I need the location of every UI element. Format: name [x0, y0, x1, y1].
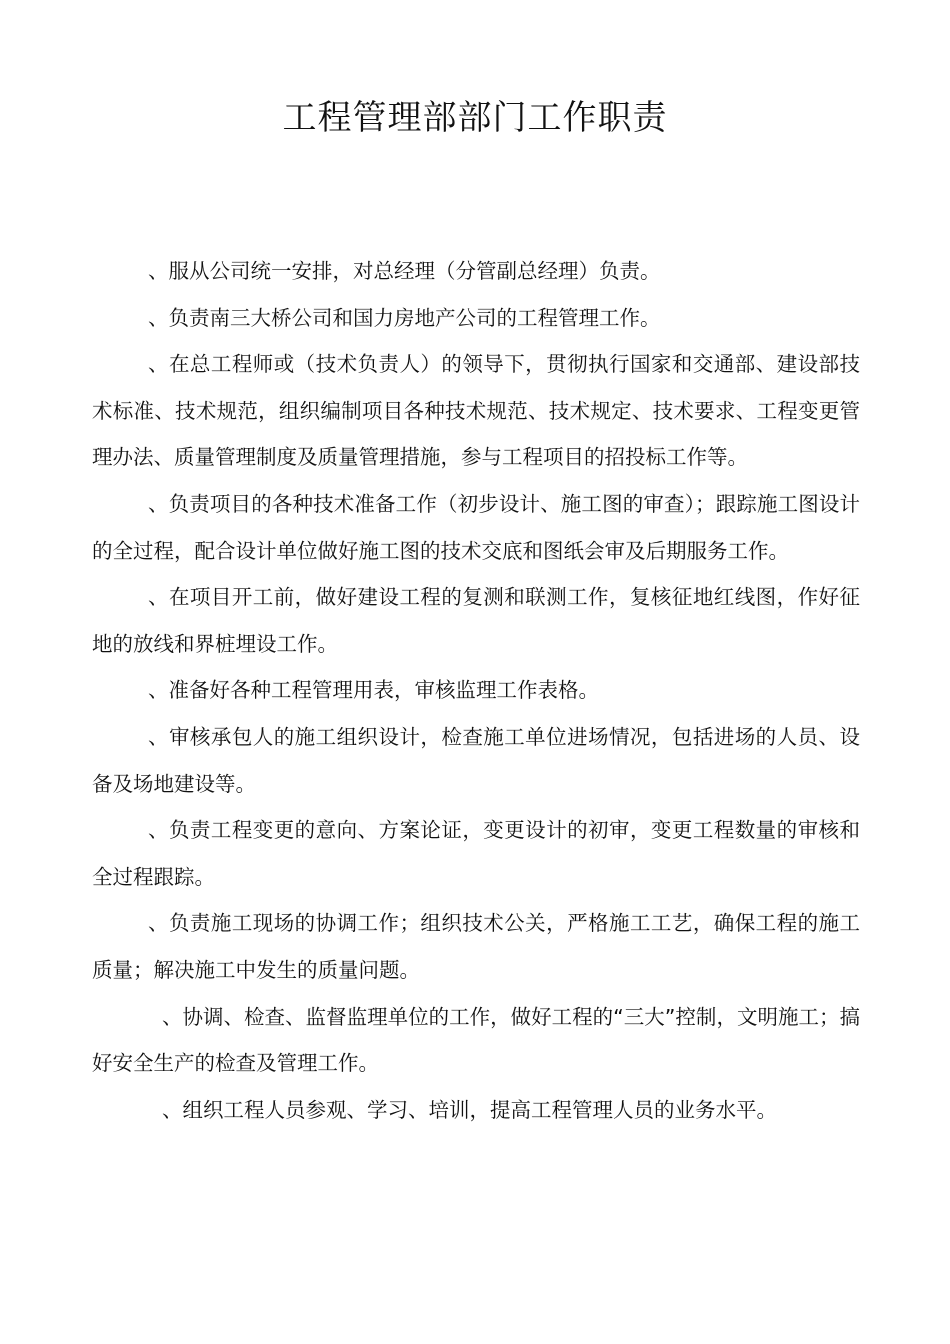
duty-item-9: 、负责施工现场的协调工作；组织技术公关，严格施工工艺，确保工程的施工质量；解决施工中发生的质量问题。 — [92, 911, 860, 982]
duty-item-5: 、在项目开工前，做好建设工程的复测和联测工作，复核征地红线图，作好征地的放线和界桩埋设工作。 — [92, 585, 860, 656]
duty-item-7: 、审核承包人的施工组织设计，检查施工单位进场情况，包括进场的人员、设备及场地建设等。 — [92, 724, 860, 796]
duty-item-10: 、协调、检查、监督监理单位的工作，做好工程的“三大”控制，文明施工；搞好安全生产的检查及管理工作。 — [92, 1004, 860, 1076]
duty-item-4: 、负责项目的各种技术准备工作（初步设计、施工图的审查）；跟踪施工图设计的全过程，配合设计单位做好施工图的技术交底和图纸会审及后期服务工作。 — [92, 491, 860, 563]
document-body — [92, 248, 860, 1133]
duty-item-1: 、服从公司统一安排，对总经理（分管副总经理）负责。 — [148, 259, 661, 283]
duty-item-11: 、组织工程人员参观、学习、培训，提高工程管理人员的业务水平。 — [162, 1097, 777, 1122]
duty-item-2: 、负责南三大桥公司和国力房地产公司的工程管理工作。 — [148, 305, 661, 330]
duty-item-6: 、准备好各种工程管理用表，审核监理工作表格。 — [148, 678, 599, 703]
duty-item-3: 、在总工程师或（技术负责人）的领导下，贯彻执行国家和交通部、建设部技术标准、技术规范，组织编制项目各种技术规范、技术规定、技术要求、工程变更管理办法、质量管理制度及质量管理措施，参与工程项目的招投标工作等。 — [92, 352, 860, 470]
duty-item-8: 、负责工程变更的意向、方案论证，变更设计的初审，变更工程数量的审核和全过程跟踪。 — [92, 818, 860, 889]
page-title: 工程管理部部门工作职责 — [282, 98, 668, 138]
